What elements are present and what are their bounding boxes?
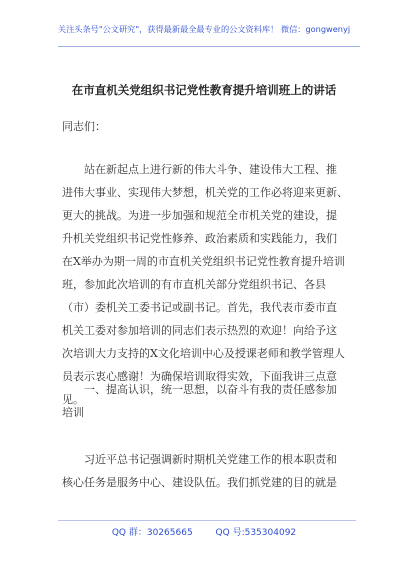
- text-line: （市）委机关工委书记或副书记。首先，我代表市委市直: [62, 301, 337, 314]
- qq-number: QQ 号:535304092: [215, 528, 297, 538]
- text-line: 更大的挑战。为进一步加强和规范全市机关党的建设，提: [62, 209, 337, 222]
- paragraph-2: [62, 448, 352, 494]
- contact-footer: [0, 525, 408, 538]
- text-line: 见。: [62, 393, 84, 406]
- text-line: 在X举办为期一周的市直机关党组织书记党性教育提升培训: [62, 255, 345, 268]
- salutation: 同志们：: [62, 120, 106, 133]
- text-line: 机关工委对参加培训的同志们表示热烈的欢迎！向给予这: [62, 324, 337, 337]
- text-line: 站在新起点上进行新的伟大斗争、建设伟大工程、推: [84, 163, 337, 176]
- heading-line: 一、提高认识，统一思想，以奋斗有我的责任感参加: [84, 383, 337, 396]
- text-line: 进伟大事业、实现伟大梦想，机关党的工作必将迎来更新、: [62, 186, 348, 199]
- header-divider: [58, 46, 360, 47]
- text-line: 核心任务是服务中心、建设队伍。我们抓党建的目的就是: [62, 476, 337, 489]
- promo-header: 关注头条号"公文研究"，获得最新最全最专业的公文资料库！ 微信：gongwenyj: [57, 24, 351, 34]
- text-line: 习近平总书记强调新时期机关党建工作的根本职责和: [84, 453, 337, 466]
- document-title: 在市直机关党组织书记党性教育提升培训班上的讲话: [71, 83, 337, 97]
- text-line: 升机关党组织书记党性修养、政治素质和实践能力，我们: [62, 232, 337, 245]
- footer-divider: [58, 520, 356, 521]
- qq-group: QQ 群：30265665: [111, 528, 193, 538]
- paragraph-1: [62, 158, 352, 411]
- section-heading-1: [62, 378, 352, 424]
- text-line: 次培训大力支持的X文化培训中心及授课老师和教学管理人: [62, 347, 345, 360]
- heading-line: 培训: [62, 406, 84, 419]
- text-line: 班，参加此次培训的有市直机关部分党组织书记、各县: [62, 278, 326, 291]
- text-line: 员表示衷心感谢！为确保培训取得实效，下面我讲三点意: [62, 370, 337, 383]
